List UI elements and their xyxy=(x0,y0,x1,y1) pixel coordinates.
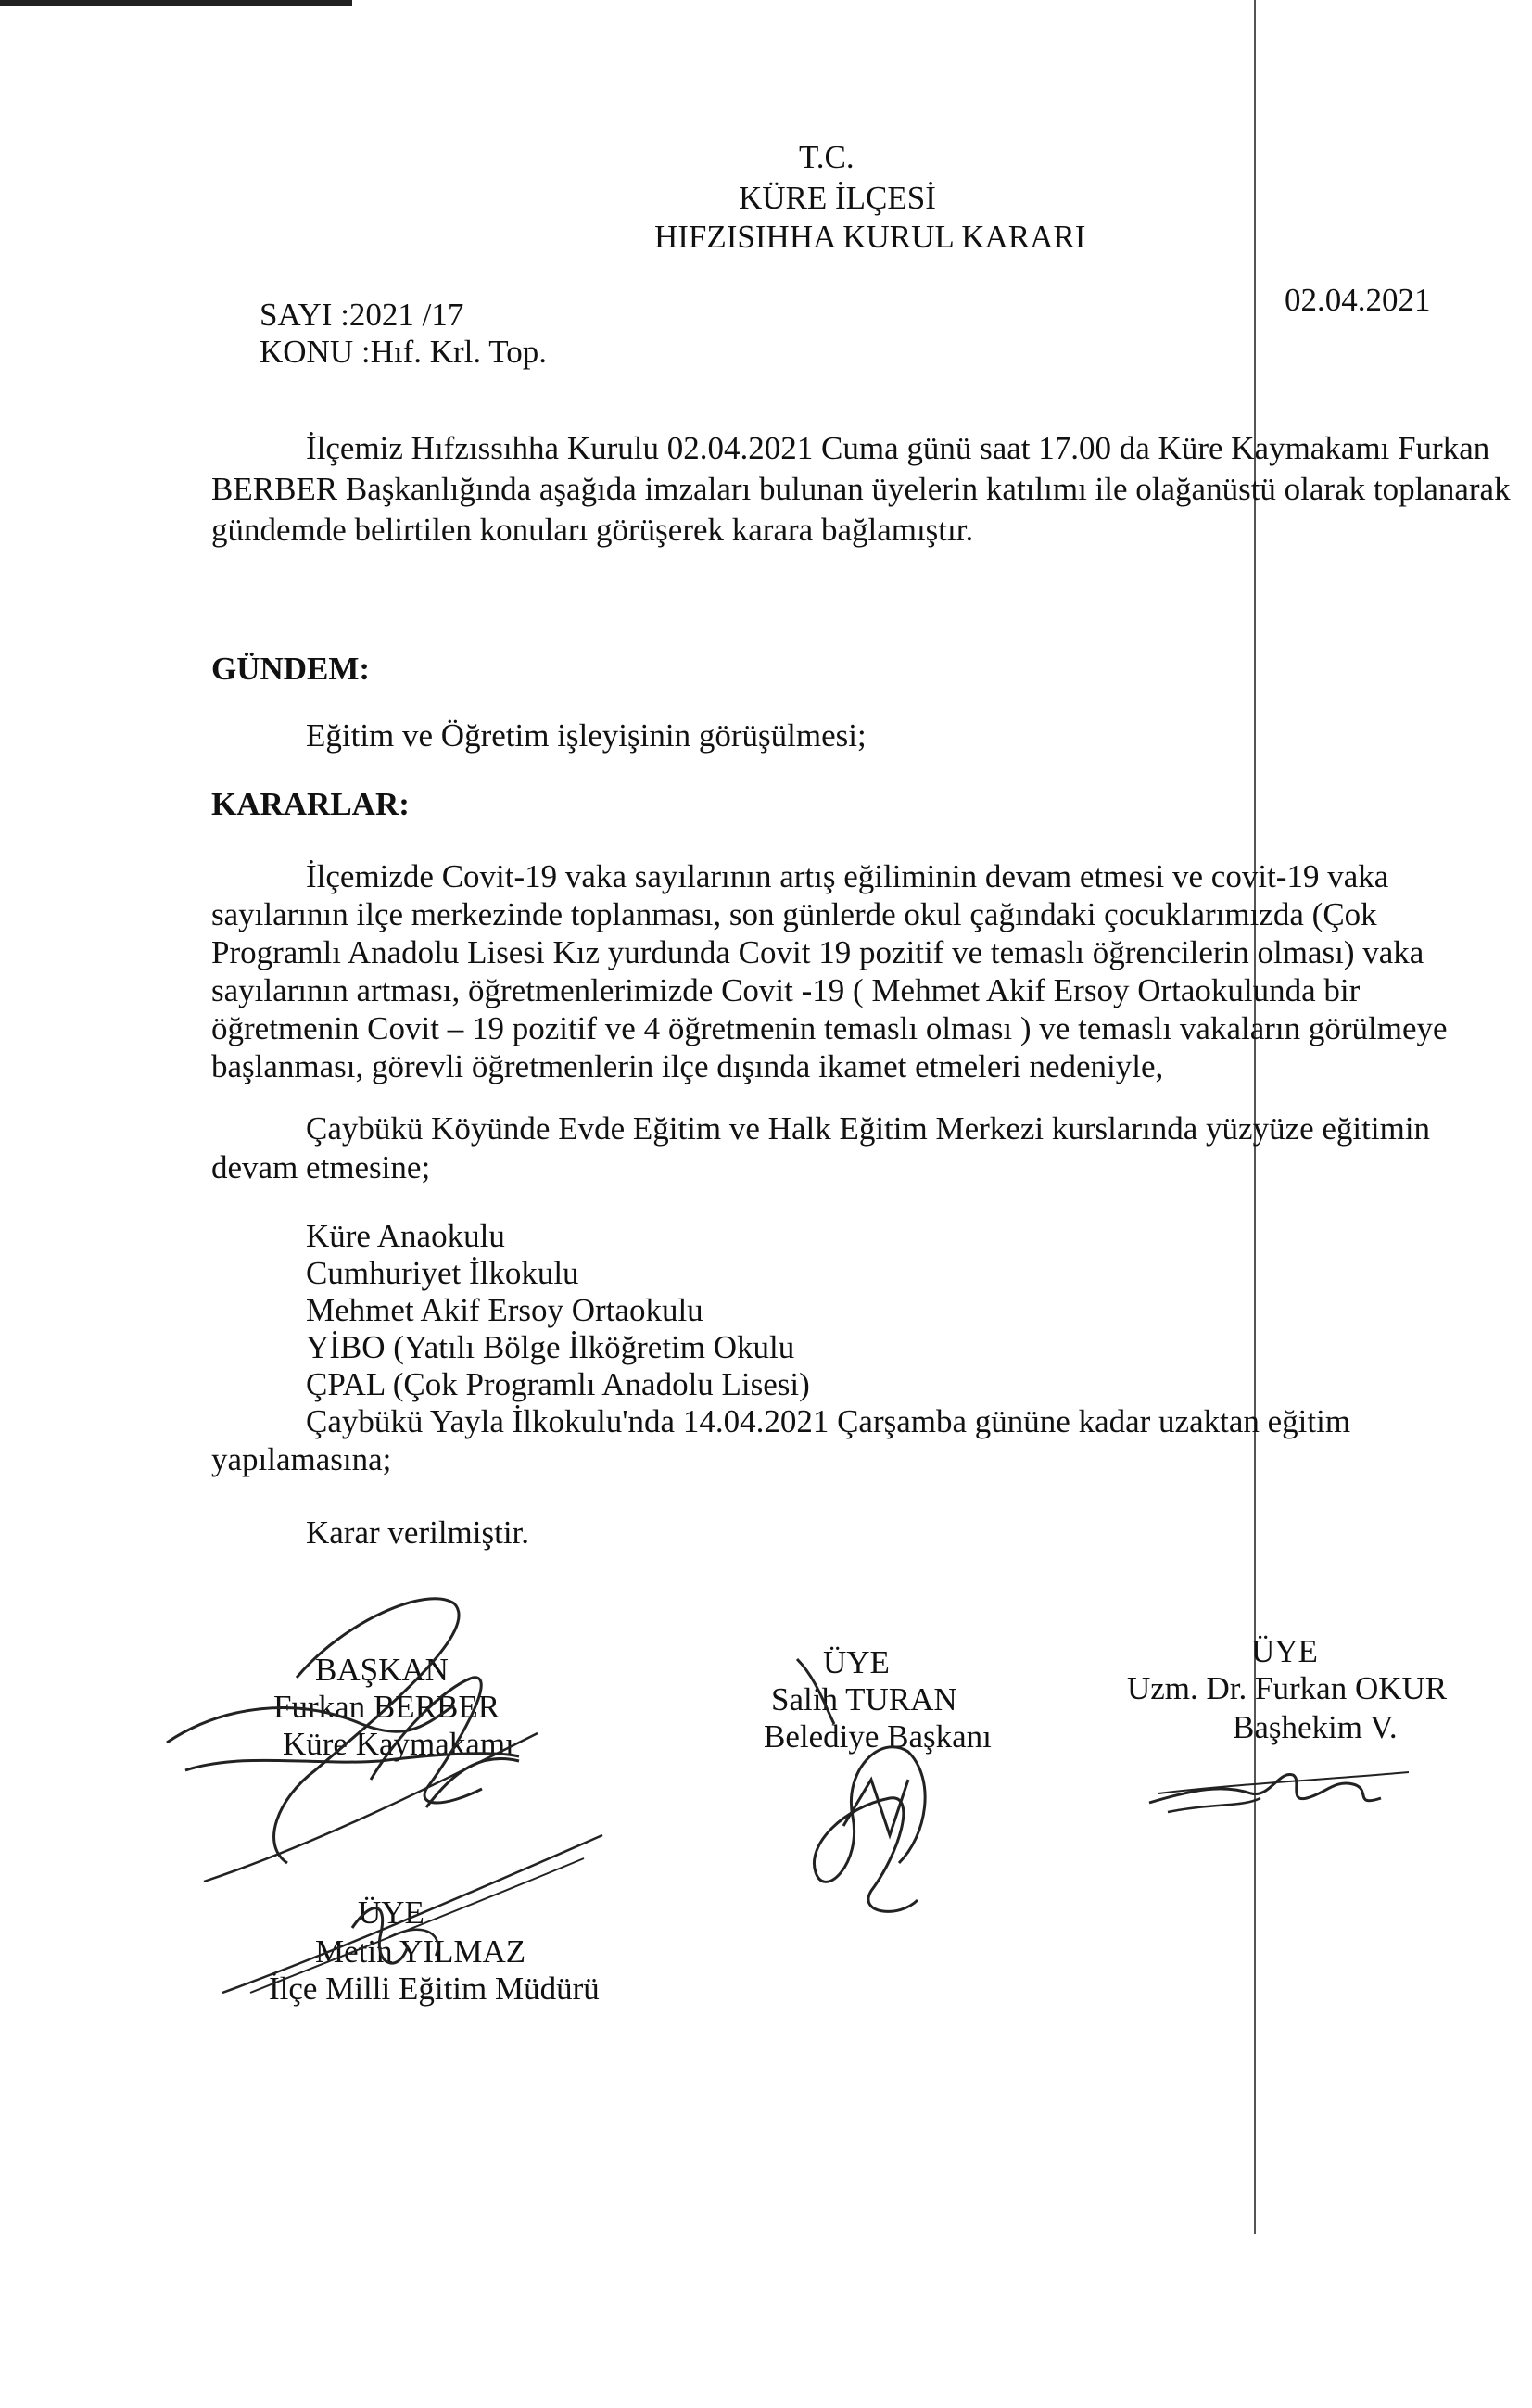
kararlar-p1-line: öğretmenin Covit – 19 pozitif ve 4 öğretmenin temaslı olması ) ve temaslı vakaların görülmeye xyxy=(211,1010,1448,1046)
baskan-title: Küre Kaymakamı xyxy=(283,1726,514,1762)
gundem-text: Eğitim ve Öğretim işleyişinin görüşülmesi; xyxy=(306,717,867,754)
uye2-title: Başhekim V. xyxy=(1233,1709,1398,1745)
konu-field: KONU :Hıf. Krl. Top. xyxy=(260,334,547,370)
uye3-title: İlçe Milli Eğitim Müdürü xyxy=(269,1971,600,2007)
school-item: Cumhuriyet İlkokulu xyxy=(306,1255,579,1291)
uye3-role: ÜYE xyxy=(358,1895,424,1931)
top-edge-line xyxy=(0,0,352,6)
uye2-name: Uzm. Dr. Furkan OKUR xyxy=(1127,1670,1448,1706)
intro-line-1: İlçemiz Hıfzıssıhha Kurulu 02.04.2021 Cuma günü saat 17.00 da Küre Kaymakamı Furkan xyxy=(306,430,1490,466)
kararlar-p2-line: devam etmesine; xyxy=(211,1149,431,1185)
uye2-role: ÜYE xyxy=(1251,1633,1318,1669)
kararlar-p1-line: sayılarının ilçe merkezinde toplanması, son günlerde okul çağındaki çocuklarımızda (Çok xyxy=(211,896,1377,932)
gundem-heading: GÜNDEM: xyxy=(211,651,371,687)
header-title: HIFZISIHHA KURUL KARARI xyxy=(654,219,1086,255)
sayi-field: SAYI :2021 /17 xyxy=(260,297,464,333)
kararlar-p1-line: başlanması, görevli öğretmenlerin ilçe dışında ikamet etmeleri nedeniyle, xyxy=(211,1048,1164,1084)
uye1-title: Belediye Başkanı xyxy=(764,1718,992,1755)
document-date: 02.04.2021 xyxy=(1285,282,1431,318)
closing-text: Karar verilmiştir. xyxy=(306,1515,530,1551)
uye3-name: Metin YILMAZ xyxy=(315,1933,526,1970)
kararlar-p3-line: yapılamasına; xyxy=(211,1441,392,1477)
kararlar-p1-line: İlçemizde Covit-19 vaka sayılarının artış eğiliminin devam etmesi ve covit-19 vaka xyxy=(306,858,1389,894)
intro-line-2: BERBER Başkanlığında aşağıda imzaları bulunan üyelerin katılımı ile olağanüstü olarak toplanarak xyxy=(211,471,1511,507)
header-ilce: KÜRE İLÇESİ xyxy=(739,180,936,216)
kararlar-p3-line: Çaybükü Yayla İlkokulu'nda 14.04.2021 Çarşamba gününe kadar uzaktan eğitim xyxy=(306,1403,1351,1439)
school-item: Mehmet Akif Ersoy Ortaokulu xyxy=(306,1292,703,1328)
kararlar-p1-line: sayılarının artması, öğretmenlerimizde Covit -19 ( Mehmet Akif Ersoy Ortaokulunda bir xyxy=(211,972,1361,1008)
uye1-name: Salih TURAN xyxy=(771,1681,957,1717)
school-item: ÇPAL (Çok Programlı Anadolu Lisesi) xyxy=(306,1366,810,1402)
baskan-name: Furkan BERBER xyxy=(273,1689,500,1725)
school-item: YİBO (Yatılı Bölge İlköğretim Okulu xyxy=(306,1329,795,1365)
kararlar-heading: KARARLAR: xyxy=(211,786,410,822)
kararlar-p1-line: Programlı Anadolu Lisesi Kız yurdunda Covit 19 pozitif ve temaslı öğrencilerin olması) vaka xyxy=(211,934,1424,970)
uye1-role: ÜYE xyxy=(823,1644,890,1680)
intro-line-3: gündemde belirtilen konuları görüşerek karara bağlamıştır. xyxy=(211,512,974,548)
kararlar-p2-line: Çaybükü Köyünde Evde Eğitim ve Halk Eğitim Merkezi kurslarında yüzyüze eğitimin xyxy=(306,1110,1431,1147)
header-tc: T.C. xyxy=(799,139,855,175)
school-item: Küre Anaokulu xyxy=(306,1218,505,1254)
baskan-role: BAŞKAN xyxy=(315,1652,449,1688)
